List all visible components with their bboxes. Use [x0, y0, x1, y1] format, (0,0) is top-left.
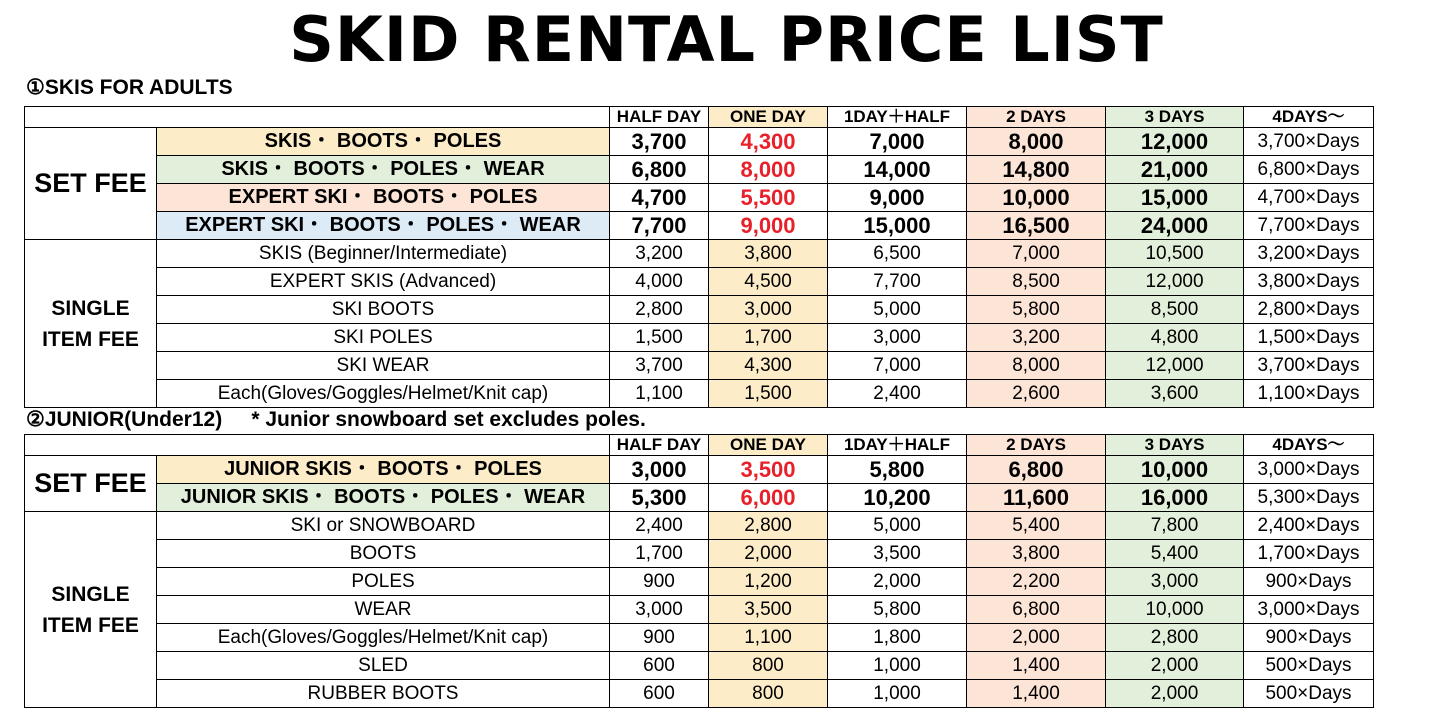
table-row: [25, 324, 1374, 352]
table-row: [25, 652, 1374, 680]
price-cell: 14,800: [967, 156, 1106, 184]
price-cell: 3,700: [610, 352, 709, 380]
price-cell: 800: [709, 680, 828, 708]
price-cell: 3,800: [967, 540, 1106, 568]
price-cell: 15,000: [828, 212, 967, 240]
price-cell: 2,800: [610, 296, 709, 324]
price-cell: 8,500: [967, 268, 1106, 296]
price-cell: 3,200×Days: [1244, 240, 1374, 268]
price-cell: 10,200: [828, 484, 967, 512]
price-cell: 5,300: [610, 484, 709, 512]
price-cell: 2,600: [967, 380, 1106, 408]
price-cell: 1,500: [709, 380, 828, 408]
table-row: [25, 680, 1374, 708]
price-cell: 2,000: [828, 568, 967, 596]
price-cell: 5,800: [828, 596, 967, 624]
table-row: [25, 624, 1374, 652]
row-name: Each(Gloves/Goggles/Helmet/Knit cap): [157, 380, 610, 408]
row-name: JUNIOR SKIS・ BOOTS・ POLES・ WEAR: [157, 484, 610, 512]
row-name: SKI WEAR: [157, 352, 610, 380]
price-cell: 3,200: [610, 240, 709, 268]
row-name: RUBBER BOOTS: [157, 680, 610, 708]
table-row: [25, 512, 1374, 540]
price-cell: 2,800: [1106, 624, 1244, 652]
price-cell: 4,000: [610, 268, 709, 296]
price-cell: 3,700×Days: [1244, 128, 1374, 156]
price-cell: 11,600: [967, 484, 1106, 512]
column-header: HALF DAY: [610, 435, 709, 456]
price-cell: 6,800: [610, 156, 709, 184]
price-cell: 3,500: [709, 456, 828, 484]
price-cell: 21,000: [1106, 156, 1244, 184]
price-cell: 12,000: [1106, 268, 1244, 296]
price-cell: 6,800: [967, 456, 1106, 484]
price-cell: 3,500: [828, 540, 967, 568]
price-cell: 5,800: [828, 456, 967, 484]
table-header-row: [25, 435, 1374, 456]
table-row: [25, 296, 1374, 324]
price-cell: 3,000: [1106, 568, 1244, 596]
price-cell: 1,700×Days: [1244, 540, 1374, 568]
set-fee-label: SET FEE: [25, 456, 157, 512]
price-cell: 3,700: [610, 128, 709, 156]
row-name: WEAR: [157, 596, 610, 624]
price-cell: 600: [610, 652, 709, 680]
price-cell: 1,200: [709, 568, 828, 596]
price-cell: 10,000: [1106, 596, 1244, 624]
price-cell: 800: [709, 652, 828, 680]
price-cell: 4,500: [709, 268, 828, 296]
price-cell: 5,000: [828, 512, 967, 540]
price-cell: 1,000: [828, 652, 967, 680]
row-name: BOOTS: [157, 540, 610, 568]
price-cell: 3,800×Days: [1244, 268, 1374, 296]
price-cell: 2,000: [1106, 652, 1244, 680]
price-cell: 900×Days: [1244, 568, 1374, 596]
price-cell: 2,000: [967, 624, 1106, 652]
table-row: [25, 352, 1374, 380]
price-cell: 1,400: [967, 680, 1106, 708]
price-cell: 7,000: [828, 128, 967, 156]
column-header: 4DAYS～: [1244, 107, 1374, 128]
price-cell: 2,400×Days: [1244, 512, 1374, 540]
junior-section-heading: ②JUNIOR(Under12) * Junior snowboard set excludes poles.: [26, 408, 646, 431]
table-row: [25, 240, 1374, 268]
price-cell: 9,000: [709, 212, 828, 240]
price-cell: 2,000: [1106, 680, 1244, 708]
column-header: ONE DAY: [709, 107, 828, 128]
price-cell: 10,500: [1106, 240, 1244, 268]
price-cell: 2,400: [610, 512, 709, 540]
price-cell: 5,400: [1106, 540, 1244, 568]
price-cell: 5,800: [967, 296, 1106, 324]
price-cell: 1,400: [967, 652, 1106, 680]
column-header: 1DAY＋HALF: [828, 435, 967, 456]
price-cell: 16,000: [1106, 484, 1244, 512]
page-title: SKID RENTAL PRICE LIST: [289, 3, 1164, 76]
price-cell: 8,000: [967, 352, 1106, 380]
price-cell: 3,200: [967, 324, 1106, 352]
price-cell: 9,000: [828, 184, 967, 212]
price-cell: 7,800: [1106, 512, 1244, 540]
adults-section-heading: ①SKIS FOR ADULTS: [26, 76, 233, 99]
column-header: ONE DAY: [709, 435, 828, 456]
price-cell: 900: [610, 568, 709, 596]
price-cell: 8,500: [1106, 296, 1244, 324]
price-cell: 16,500: [967, 212, 1106, 240]
price-cell: 6,500: [828, 240, 967, 268]
row-name: SKIS・ BOOTS・ POLES: [157, 128, 610, 156]
price-cell: 6,800: [967, 596, 1106, 624]
table-row: [25, 568, 1374, 596]
price-cell: 1,100×Days: [1244, 380, 1374, 408]
table-row: [25, 456, 1374, 484]
price-cell: 4,700×Days: [1244, 184, 1374, 212]
table-row: [25, 156, 1374, 184]
price-cell: 15,000: [1106, 184, 1244, 212]
table-row: [25, 380, 1374, 408]
row-name: SKIS・ BOOTS・ POLES・ WEAR: [157, 156, 610, 184]
price-cell: 1,700: [610, 540, 709, 568]
row-name: POLES: [157, 568, 610, 596]
price-cell: 8,000: [967, 128, 1106, 156]
price-cell: 1,000: [828, 680, 967, 708]
adults-price-table: [24, 106, 1374, 408]
column-header: 2 DAYS: [967, 107, 1106, 128]
price-cell: 2,400: [828, 380, 967, 408]
price-cell: 8,000: [709, 156, 828, 184]
price-cell: 2,000: [709, 540, 828, 568]
price-cell: 4,300: [709, 128, 828, 156]
price-cell: 10,000: [967, 184, 1106, 212]
price-cell: 2,800×Days: [1244, 296, 1374, 324]
table-row: [25, 268, 1374, 296]
single-item-fee-label: SINGLE ITEM FEE: [25, 512, 157, 708]
column-header: 2 DAYS: [967, 435, 1106, 456]
price-cell: 3,600: [1106, 380, 1244, 408]
price-cell: 500×Days: [1244, 680, 1374, 708]
single-item-fee-label: SINGLE ITEM FEE: [25, 240, 157, 408]
price-cell: 1,700: [709, 324, 828, 352]
row-name: EXPERT SKI・ BOOTS・ POLES: [157, 184, 610, 212]
column-header: 1DAY＋HALF: [828, 107, 967, 128]
row-name: Each(Gloves/Goggles/Helmet/Knit cap): [157, 624, 610, 652]
price-cell: 5,000: [828, 296, 967, 324]
junior-price-table: [24, 434, 1374, 708]
price-cell: 900: [610, 624, 709, 652]
price-cell: 3,800: [709, 240, 828, 268]
price-cell: 3,000×Days: [1244, 456, 1374, 484]
price-cell: 600: [610, 680, 709, 708]
price-cell: 3,000: [828, 324, 967, 352]
row-name: JUNIOR SKIS・ BOOTS・ POLES: [157, 456, 610, 484]
price-cell: 900×Days: [1244, 624, 1374, 652]
row-name: SKIS (Beginner/Intermediate): [157, 240, 610, 268]
row-name: SKI POLES: [157, 324, 610, 352]
price-cell: 1,500: [610, 324, 709, 352]
price-cell: 4,700: [610, 184, 709, 212]
row-name: SKI BOOTS: [157, 296, 610, 324]
price-cell: 1,500×Days: [1244, 324, 1374, 352]
price-cell: 4,800: [1106, 324, 1244, 352]
price-cell: 12,000: [1106, 128, 1244, 156]
column-header: 3 DAYS: [1106, 435, 1244, 456]
column-header: 3 DAYS: [1106, 107, 1244, 128]
price-cell: 5,500: [709, 184, 828, 212]
price-cell: 1,800: [828, 624, 967, 652]
row-name: EXPERT SKIS (Advanced): [157, 268, 610, 296]
row-name: EXPERT SKI・ BOOTS・ POLES・ WEAR: [157, 212, 610, 240]
price-cell: 5,300×Days: [1244, 484, 1374, 512]
table-row: [25, 484, 1374, 512]
table-header-row: [25, 107, 1374, 128]
price-cell: 24,000: [1106, 212, 1244, 240]
price-cell: 7,700×Days: [1244, 212, 1374, 240]
table-row: [25, 212, 1374, 240]
price-cell: 3,500: [709, 596, 828, 624]
price-cell: 3,700×Days: [1244, 352, 1374, 380]
table-row: [25, 596, 1374, 624]
price-cell: 2,800: [709, 512, 828, 540]
price-cell: 1,100: [709, 624, 828, 652]
price-cell: 3,000: [709, 296, 828, 324]
price-cell: 4,300: [709, 352, 828, 380]
price-cell: 12,000: [1106, 352, 1244, 380]
header-blank-cell: [25, 435, 610, 456]
column-header: HALF DAY: [610, 107, 709, 128]
set-fee-label: SET FEE: [25, 128, 157, 240]
price-cell: 3,000: [610, 596, 709, 624]
row-name: SLED: [157, 652, 610, 680]
price-cell: 14,000: [828, 156, 967, 184]
price-cell: 10,000: [1106, 456, 1244, 484]
price-cell: 7,700: [610, 212, 709, 240]
price-cell: 7,700: [828, 268, 967, 296]
price-cell: 7,000: [828, 352, 967, 380]
price-cell: 3,000: [610, 456, 709, 484]
price-cell: 6,800×Days: [1244, 156, 1374, 184]
price-cell: 7,000: [967, 240, 1106, 268]
header-blank-cell: [25, 107, 610, 128]
column-header: 4DAYS～: [1244, 435, 1374, 456]
price-cell: 500×Days: [1244, 652, 1374, 680]
price-cell: 6,000: [709, 484, 828, 512]
table-row: [25, 540, 1374, 568]
row-name: SKI or SNOWBOARD: [157, 512, 610, 540]
table-row: [25, 128, 1374, 156]
price-cell: 2,200: [967, 568, 1106, 596]
price-cell: 3,000×Days: [1244, 596, 1374, 624]
price-cell: 5,400: [967, 512, 1106, 540]
table-row: [25, 184, 1374, 212]
price-cell: 1,100: [610, 380, 709, 408]
